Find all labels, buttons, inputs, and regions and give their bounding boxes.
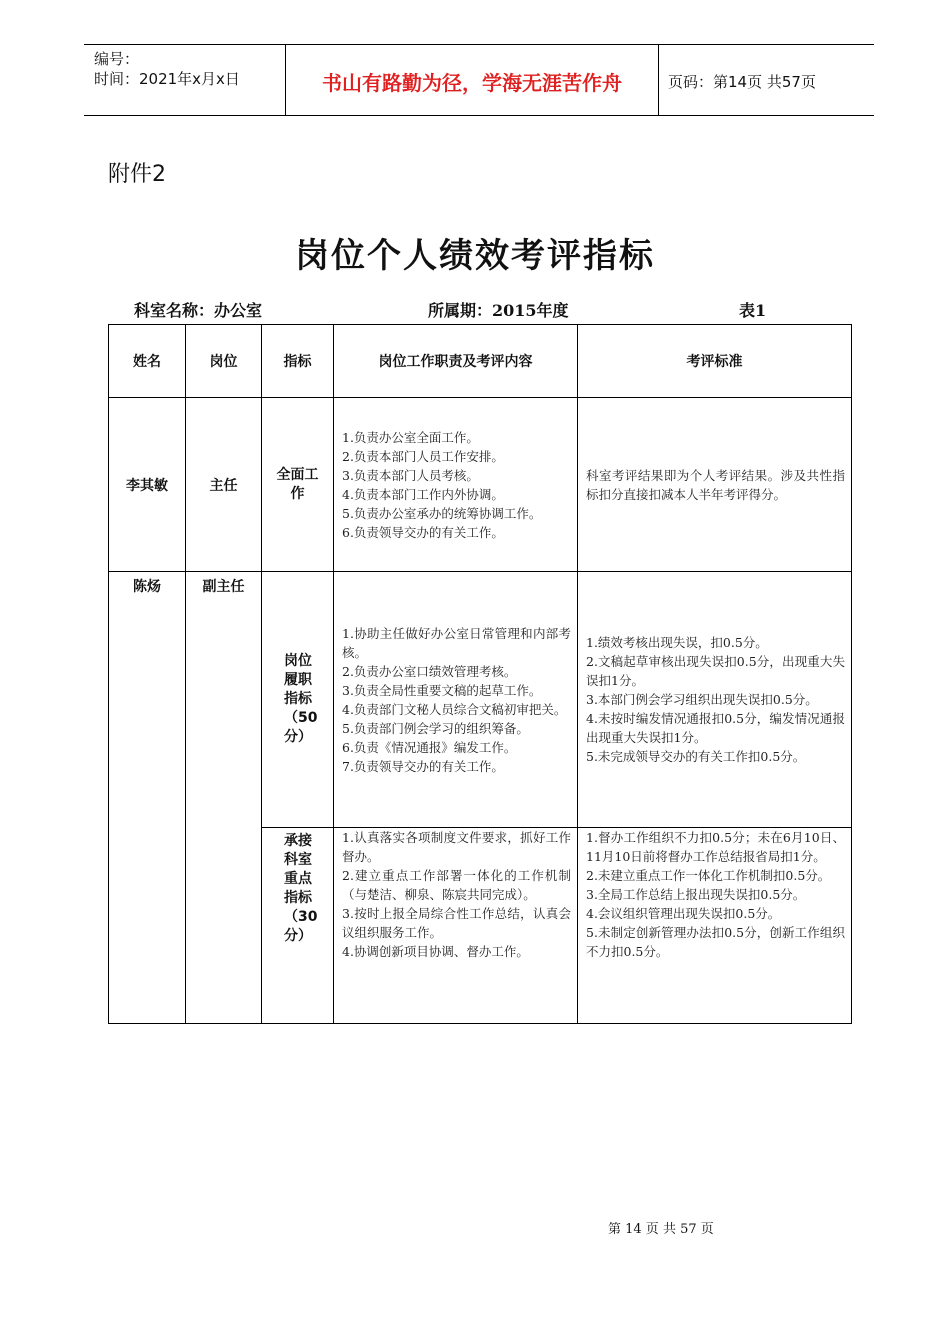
standard-item: 2.未建立重点工作一体化工作机制扣0.5分。 xyxy=(586,868,831,883)
doc-number-label: 编号： xyxy=(94,50,140,68)
standard-item: 5.未制定创新管理办法扣0.5分，创新工作组织不力扣0.5分。 xyxy=(586,925,845,959)
page-footer: 第 14 页 共 57 页 xyxy=(608,1222,714,1237)
content-item: 2.建立重点工作部署一体化的工作机制（与楚洁、柳泉、陈宸共同完成）。 xyxy=(342,868,571,902)
header-name: 姓名 xyxy=(109,325,186,398)
content-item: 1.认真落实各项制度文件要求，抓好工作督办。 xyxy=(342,830,571,864)
content-item: 1.协助主任做好办公室日常管理和内部考核。 xyxy=(342,625,571,660)
evaluation-table xyxy=(108,324,852,1024)
content-item: 2.负责本部门人员工作安排。 xyxy=(342,448,504,464)
content-item: 4.协调创新项目协调、督办工作。 xyxy=(342,944,529,959)
cell-standard: 科室考评结果即为个人考评结果。涉及共性指标扣分直接扣减本人半年考评得分。 xyxy=(578,398,852,572)
department-name: 科室名称：办公室 xyxy=(134,301,263,320)
content-item: 7.负责领导交办的有关工作。 xyxy=(342,758,504,774)
cell-standard xyxy=(578,828,852,1024)
standard-item: 1.督办工作组织不力扣0.5分；未在6月10日、11月10日前将督办工作总结报省局扣1分。 xyxy=(586,830,845,864)
header-divider xyxy=(658,45,659,115)
cell-indicator: 承接科室重点指标（30分） xyxy=(262,828,334,1024)
table-row xyxy=(109,398,852,572)
content-item: 4.负责部门文秘人员综合文稿初审把关。 xyxy=(342,701,567,717)
cell-content xyxy=(334,398,578,572)
content-item: 6.负责领导交办的有关工作。 xyxy=(342,524,504,540)
standard-item: 2.文稿起草审核出现失误扣0.5分，出现重大失误扣1分。 xyxy=(586,654,845,688)
page-title: 岗位个人绩效考评指标 xyxy=(295,236,655,276)
page-header xyxy=(84,44,874,116)
attachment-label: 附件2 xyxy=(108,162,166,187)
content-item: 3.按时上报全局综合性工作总结，认真会议组织服务工作。 xyxy=(342,906,571,940)
content-item: 5.负责部门例会学习的组织筹备。 xyxy=(342,720,529,736)
header-standard: 考评标准 xyxy=(578,325,852,398)
standard-item: 3.本部门例会学习组织出现失误扣0.5分。 xyxy=(586,692,818,707)
period: 所属期：2015年度 xyxy=(428,301,569,320)
cell-indicator: 全面工作 xyxy=(262,398,334,572)
doc-time-label: 时间：2021年x月x日 xyxy=(94,70,240,88)
content-item: 6.负责《情况通报》编发工作。 xyxy=(342,739,517,755)
standard-item: 3.全局工作总结上报出现失误扣0.5分。 xyxy=(586,887,806,902)
header-page-code: 页码：第14页 共57页 xyxy=(668,73,816,91)
header-motto: 书山有路勤为径，学海无涯苦作舟 xyxy=(322,71,622,95)
cell-indicator: 岗位履职指标（50分） xyxy=(262,572,334,828)
standard-item: 1.绩效考核出现失误，扣0.5分。 xyxy=(586,635,768,650)
content-item: 5.负责办公室承办的统筹协调工作。 xyxy=(342,505,542,521)
cell-name: 李其敏 xyxy=(109,398,186,572)
standard-item: 4.会议组织管理出现失误扣0.5分。 xyxy=(586,906,781,921)
cell-position: 副主任 xyxy=(186,572,262,1024)
cell-position: 主任 xyxy=(186,398,262,572)
content-item: 1.负责办公室全面工作。 xyxy=(342,429,479,445)
cell-name: 陈炀 xyxy=(109,572,186,1024)
content-item: 3.负责全局性重要文稿的起草工作。 xyxy=(342,682,542,698)
table-header-row xyxy=(109,325,852,398)
cell-standard xyxy=(578,572,852,828)
table-number: 表1 xyxy=(739,301,767,320)
table-row xyxy=(109,572,852,828)
cell-content xyxy=(334,572,578,828)
header-content: 岗位工作职责及考评内容 xyxy=(334,325,578,398)
content-item: 3.负责本部门人员考核。 xyxy=(342,467,479,483)
header-position: 岗位 xyxy=(186,325,262,398)
header-info xyxy=(94,49,240,89)
standard-item: 5.未完成领导交办的有关工作扣0.5分。 xyxy=(586,749,806,764)
cell-content xyxy=(334,828,578,1024)
header-indicator: 指标 xyxy=(262,325,334,398)
content-item: 2.负责办公室口绩效管理考核。 xyxy=(342,663,517,679)
content-item: 4.负责本部门工作内外协调。 xyxy=(342,486,504,502)
standard-item: 4.未按时编发情况通报扣0.5分，编发情况通报出现重大失误扣1分。 xyxy=(586,711,845,745)
